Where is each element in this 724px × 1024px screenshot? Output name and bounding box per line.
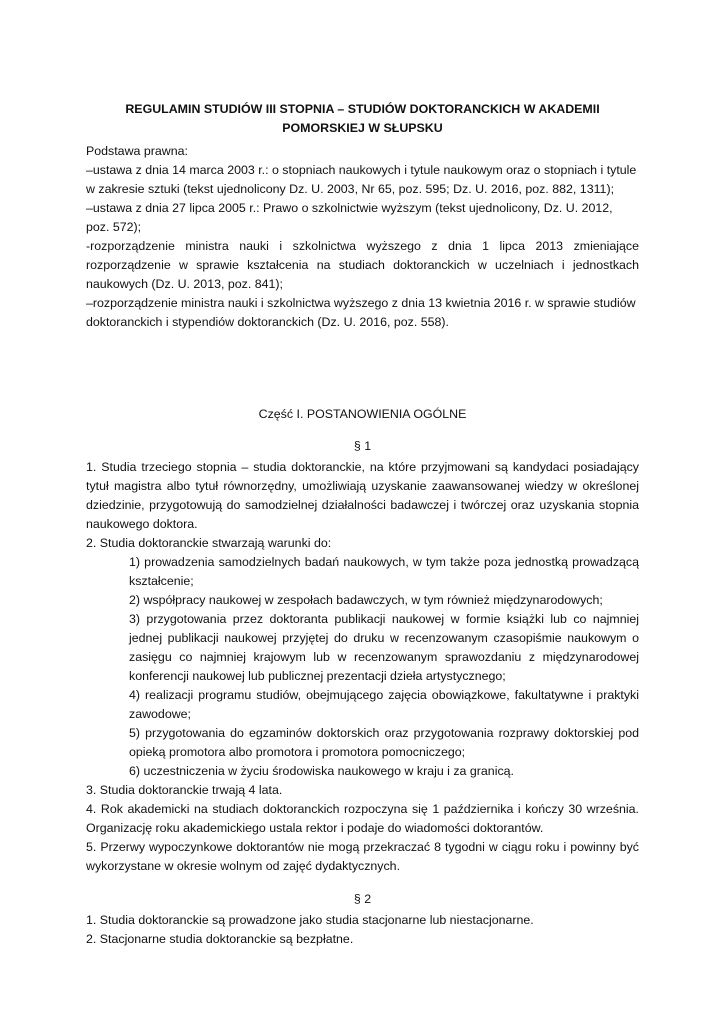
legal-basis-item: –rozporządzenie ministra nauki i szkolnictwa wyższego z dnia 13 kwietnia 2016 r. w sprawie studiów doktoranckich i stypendiów doktoranckich (Dz. U. 2016, poz. 558). [86,296,636,329]
list-item: 1) prowadzenia samodzielnych badań naukowych, w tym także poza jednostką prowadzącą kształcenie; [129,555,639,588]
section-mark-1: § 1 [353,439,372,453]
section1-paragraph-4: 4. Rok akademicki na studiach doktoranckich rozpoczyna się 1 października i kończy 30 września. Organizację roku akademickiego ustala rektor i podaje do wiadomości doktorantów. [86,802,639,835]
legal-basis-item: -rozporządzenie ministra nauki i szkolnictwa wyższego z dnia 1 lipca 2013 zmieniające rozporządzenie w sprawie kształcenia na studiach doktoranckich w uczelniach i jednostkach naukowych (Dz. U. 2013, poz. 841); [86,239,639,291]
list-item: 3) przygotowania przez doktoranta publikacji naukowej w formie książki lub co najmniej jednej publikacji naukowej przyjętej do druku w recenzowanym czasopiśmie naukowym o zasięgu co najmniej krajowym lub w recenzowanym sprawozdaniu z międzynarodowej konferencji naukowej lub publicznej prezentacji dzieła artystycznego; [129,612,639,683]
spacer [86,876,639,890]
section1-paragraph-5: 5. Przerwy wypoczynkowe doktorantów nie mogą przekraczać 8 tygodni w ciągu roku i powinny być wykorzystane w okresie wolnym od zajęć dydaktycznych. [86,840,639,873]
legal-basis-label: Podstawa prawna: [86,144,188,158]
list-item: 4) realizacji programu studiów, obejmującego zajęcia obowiązkowe, fakultatywne i praktyki zawodowe; [129,688,639,721]
list-item: 6) uczestniczenia w życiu środowiska naukowego w kraju i za granicą. [129,764,514,778]
legal-basis-item: –ustawa z dnia 14 marca 2003 r.: o stopniach naukowych i tytule naukowym oraz o stopniach i tytule w zakresie sztuki (tekst ujednolicony Dz. U. 2003, Nr 65, poz. 595; Dz. U. 2016, poz. 882, 1311); [86,163,637,196]
list-item: 5) przygotowania do egzaminów doktorskich oraz przygotowania rozprawy doktorskiej pod opieką promotora albo promotora i promotora pomocniczego; [129,726,639,759]
document-title: REGULAMIN STUDIÓW III STOPNIA – STUDIÓW DOKTORANCKICH W AKADEMII POMORSKIEJ W SŁUPSKU [125,102,600,135]
section1-paragraph-2: 2. Studia doktoranckie stwarzają warunki do: [86,536,332,550]
section2-paragraph-2: 2. Stacjonarne studia doktoranckie są bezpłatne. [86,932,354,946]
list-item: 2) współpracy naukowej w zespołach badawczych, w tym również międzynarodowych; [129,593,603,607]
conditions-list [129,553,639,781]
section1-paragraph-1: 1. Studia trzeciego stopnia – studia doktoranckie, na które przyjmowani są kandydaci posiadający tytuł magistra albo tytuł równorzędny, umożliwiają uzyskanie zaawansowanej wiedzy w określonej dziedzinie, przygotowują do samodzielnej działalności badawczej i twórczej oraz uzyskania stopnia naukowego doktora. [86,460,639,531]
section2-paragraph-1: 1. Studia doktoranckie są prowadzone jako studia stacjonarne lub niestacjonarne. [86,913,534,927]
legal-basis-item: –ustawa z dnia 27 lipca 2005 r.: Prawo o szkolnictwie wyższym (tekst ujednolicony, Dz. U. 2012, poz. 572); [86,201,613,234]
part-heading: Część I. POSTANOWIENIA OGÓLNE [258,407,467,421]
legal-basis [86,142,639,332]
document-page [86,100,639,949]
section-mark-2: § 2 [353,892,372,906]
section1-paragraph-3: 3. Studia doktoranckie trwają 4 lata. [86,783,283,797]
